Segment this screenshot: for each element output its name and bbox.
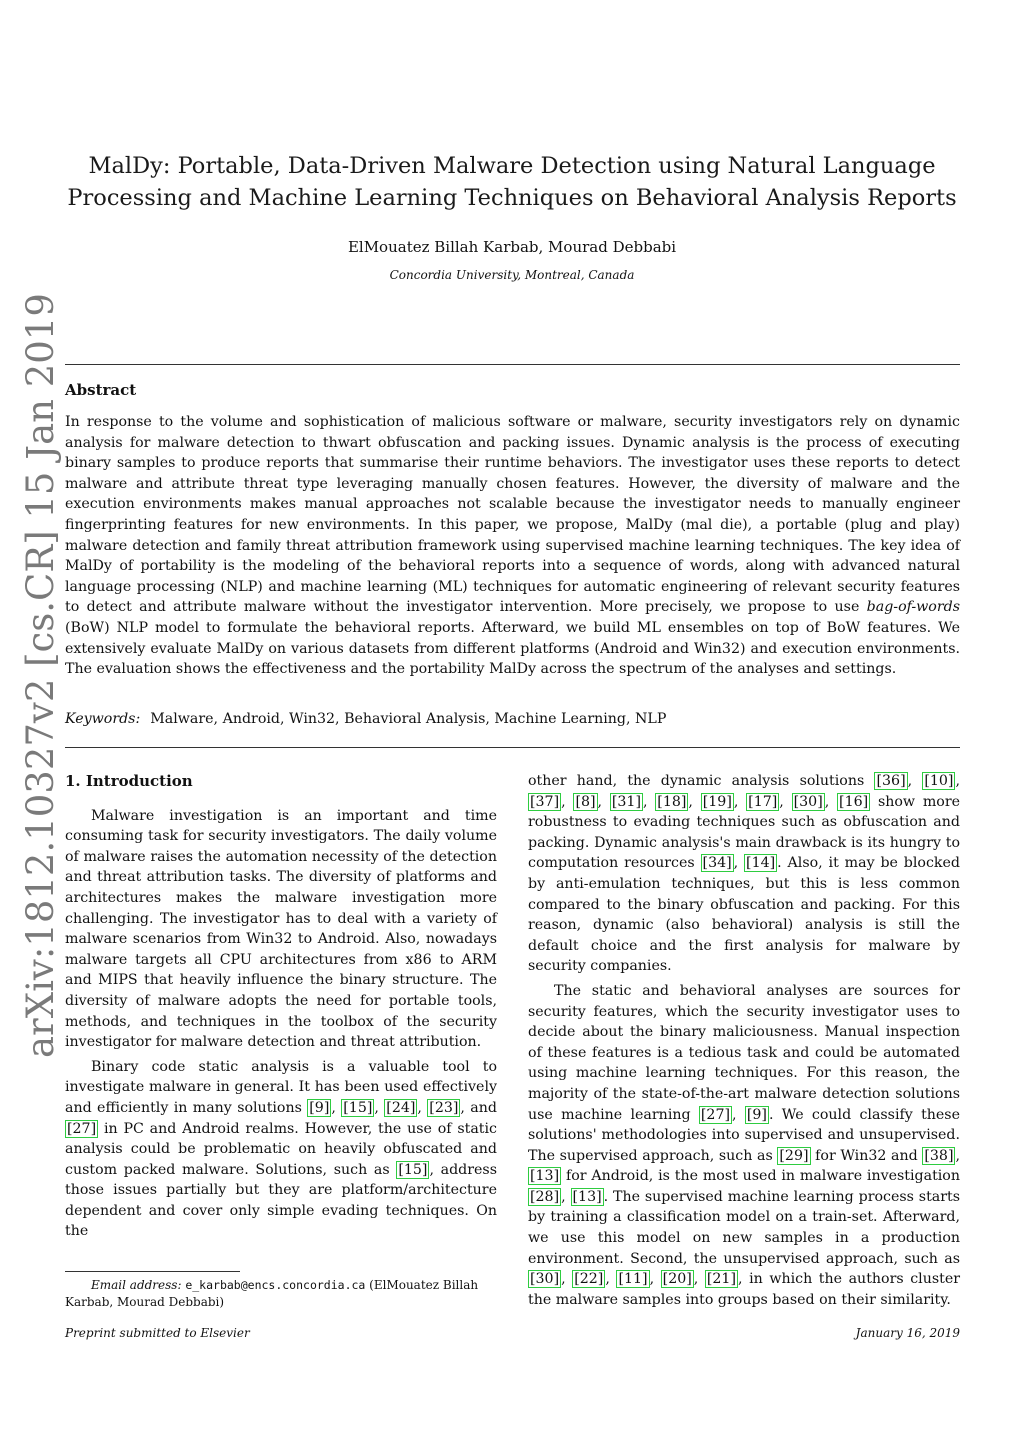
title-line-2: Processing and Machine Learning Techniques on Behavioral Analysis Reports	[67, 185, 957, 211]
citation-link[interactable]: [13]	[572, 1188, 602, 1205]
citation-link[interactable]: [15]	[398, 1161, 428, 1178]
citation-link[interactable]: [23]	[429, 1099, 459, 1116]
title-line-1: MalDy: Portable, Data-Driven Malware Detection using Natural Language	[88, 153, 936, 179]
footnote	[65, 1277, 495, 1311]
citation-link[interactable]: [9]	[309, 1099, 330, 1116]
citation-link[interactable]: [8]	[575, 793, 596, 810]
citation-link[interactable]: [13]	[530, 1168, 560, 1185]
citation-link[interactable]: [17]	[748, 793, 778, 810]
paper-title	[60, 150, 964, 214]
bottom-divider	[65, 747, 960, 748]
section-heading-introduction: 1. Introduction	[65, 772, 193, 790]
keywords	[65, 711, 666, 727]
intro-paragraph-3: other hand, the dynamic analysis solutions [36] , [10] , [37] , [8] , [31] , [18] , [19] , [17] , [30] , [16] show more robustness to evading techniques such as obfuscation and packing. Dynamic analysis's main drawback is its hungry to computation resources [34] , [14] . Also, it may be blocked by anti-emulation techniques, but this is less common compared to the binary obfuscation and packing. For this reason, dynamic (also behavioral) analysis is still the default choice and the first analysis for malware by security companies.	[528, 773, 961, 975]
citation-link[interactable]: [38]	[924, 1147, 954, 1164]
citation-link[interactable]: [29]	[779, 1147, 809, 1164]
footnote-label: Email address:	[91, 1278, 182, 1292]
abstract-text-1: In response to the volume and sophistication of malicious software or malware, security investigators rely on dynamic analysis for malware detection to thwart obfuscation and packing issues. Dynamic analysis is the process of executing binary samples to produce reports that summarise their runtime behaviors. The investigator uses these reports to detect malware and attribute threat type leveraging manually chosen features. However, the diversity of malware and the execution environments makes manual approaches not scalable because the investigator needs to manually engineer fingerprinting features for new environments. In this paper, we propose, MalDy (mal die), a portable (plug and play) malware detection and family threat attribution framework using supervised machine learning techniques. The key idea of MalDy of portability is the modeling of the behavioral reports into a sequence of words, along with advanced natural language processing (NLP) and machine learning (ML) techniques for automatic engineering of relevant security features to detect and attribute malware without the investigator intervention. More precisely, we propose to use	[65, 414, 960, 616]
citation-link[interactable]: [14]	[746, 855, 776, 872]
footnote-email[interactable]: e_karbab@encs.concordia.ca	[185, 1278, 366, 1292]
citation-link[interactable]: [34]	[702, 855, 732, 872]
footnote-rule	[65, 1271, 240, 1272]
top-divider	[65, 364, 960, 365]
citation-link[interactable]: [36]	[876, 773, 906, 789]
abstract-heading: Abstract	[65, 381, 137, 399]
citation-link[interactable]: [20]	[662, 1271, 692, 1288]
citation-link[interactable]: [30]	[793, 793, 823, 810]
intro-paragraph-2: Binary code static analysis is a valuable tool to investigate malware in general. It has been used effectively and efficiently in many solutions [9] , [15] , [24] , [23] , and [27] in PC and Android realms. However, the use of static analysis could be problematic on heavily obfuscated and custom packed malware. Solutions, such as [15] , address those issues partially but they are platform/architecture dependent and cover only simple evading techniques. On the	[65, 1058, 497, 1240]
citation-link[interactable]: [19]	[702, 793, 732, 810]
citation-link[interactable]: [37]	[530, 793, 560, 810]
citation-link[interactable]: [30]	[530, 1271, 560, 1288]
authors: ElMouatez Billah Karbab, Mourad Debbabi	[347, 238, 677, 256]
citation-link[interactable]: [24]	[386, 1099, 416, 1116]
citation-link[interactable]: [10]	[924, 773, 954, 789]
citation-link[interactable]: [18]	[657, 793, 687, 810]
citation-link[interactable]: [27]	[700, 1106, 731, 1123]
citation-link[interactable]: [9]	[746, 1106, 767, 1123]
citation-link[interactable]: [22]	[574, 1271, 604, 1288]
citation-link[interactable]: [27]	[67, 1120, 97, 1137]
citation-link[interactable]: [16]	[839, 793, 869, 810]
intro-paragraph-4: The static and behavioral analyses are sources for security features, which the security investigator uses to decide about the binary maliciousness. Manual inspection of these features is a tedious task and could be automated using machine learning techniques. For this reason, the majority of the state-of-the-art malware detection solutions use machine learning [27] , [9] . We could classify these solutions' methodologies into supervised and unsupervised. The supervised approach, such as [29] for Win32 and [38] , [13] for Android, is the most used in malware investigation [28] , [13] . The supervised machine learning process starts by training a classification model on a train-set. Afterward, we use this model on new samples in a production environment. Second, the unsupervised approach, such as [30] , [22] , [11] , [20] , [21] , in which the authors cluster the malware samples into groups based on their similarity.	[528, 982, 960, 1308]
footnote-names: (ElMouatez Billah Karbab, Mourad Debbabi)	[65, 1278, 479, 1309]
abstract-text-2: (BoW) NLP model to formulate the behavioral reports. Afterward, we build ML ensembles on top of BoW features. We extensively evaluate MalDy on various datasets from different platforms (Android and Win32) and execution environments. The evaluation shows the effectiveness and the portability MalDy across the spectrum of the analyses and settings.	[65, 619, 960, 678]
abstract-italic-term: bag-of-words	[866, 599, 960, 616]
citation-link[interactable]: [21]	[706, 1271, 736, 1288]
keywords-label: Keywords:	[65, 711, 141, 727]
keywords-text: Malware, Android, Win32, Behavioral Analysis, Machine Learning, NLP	[150, 711, 667, 727]
arxiv-sidebar-id: arXiv:1812.10327v2 [cs.CR] 15 Jan 2019	[19, 293, 62, 1058]
left-column	[65, 771, 497, 1242]
abstract-body	[65, 412, 960, 680]
citation-link[interactable]: [15]	[343, 1099, 373, 1116]
right-column	[528, 771, 960, 1310]
citation-link[interactable]: [11]	[618, 1271, 648, 1288]
citation-link[interactable]: [28]	[530, 1188, 560, 1205]
footer-preprint-note: Preprint submitted to Elsevier	[65, 1326, 250, 1340]
footer-date: January 16, 2019	[855, 1326, 960, 1340]
intro-paragraph-1: Malware investigation is an important and time consuming task for security investigators. The daily volume of malware raises the automation necessity of the detection and threat attribution tasks. The diversity of platforms and architectures makes the malware investigation more challenging. The investigator has to deal with a variety of malware scenarios from Win32 to Android. Also, nowadays malware targets all CPU architectures from x86 to ARM and MIPS that heavily influence the binary structure. The diversity of malware adopts the need for portable tools, methods, and techniques in the toolbox of the security investigator for malware detection and threat attribution.	[65, 807, 497, 1051]
citation-link[interactable]: [31]	[611, 793, 641, 810]
affiliation: Concordia University, Montreal, Canada	[389, 268, 635, 282]
